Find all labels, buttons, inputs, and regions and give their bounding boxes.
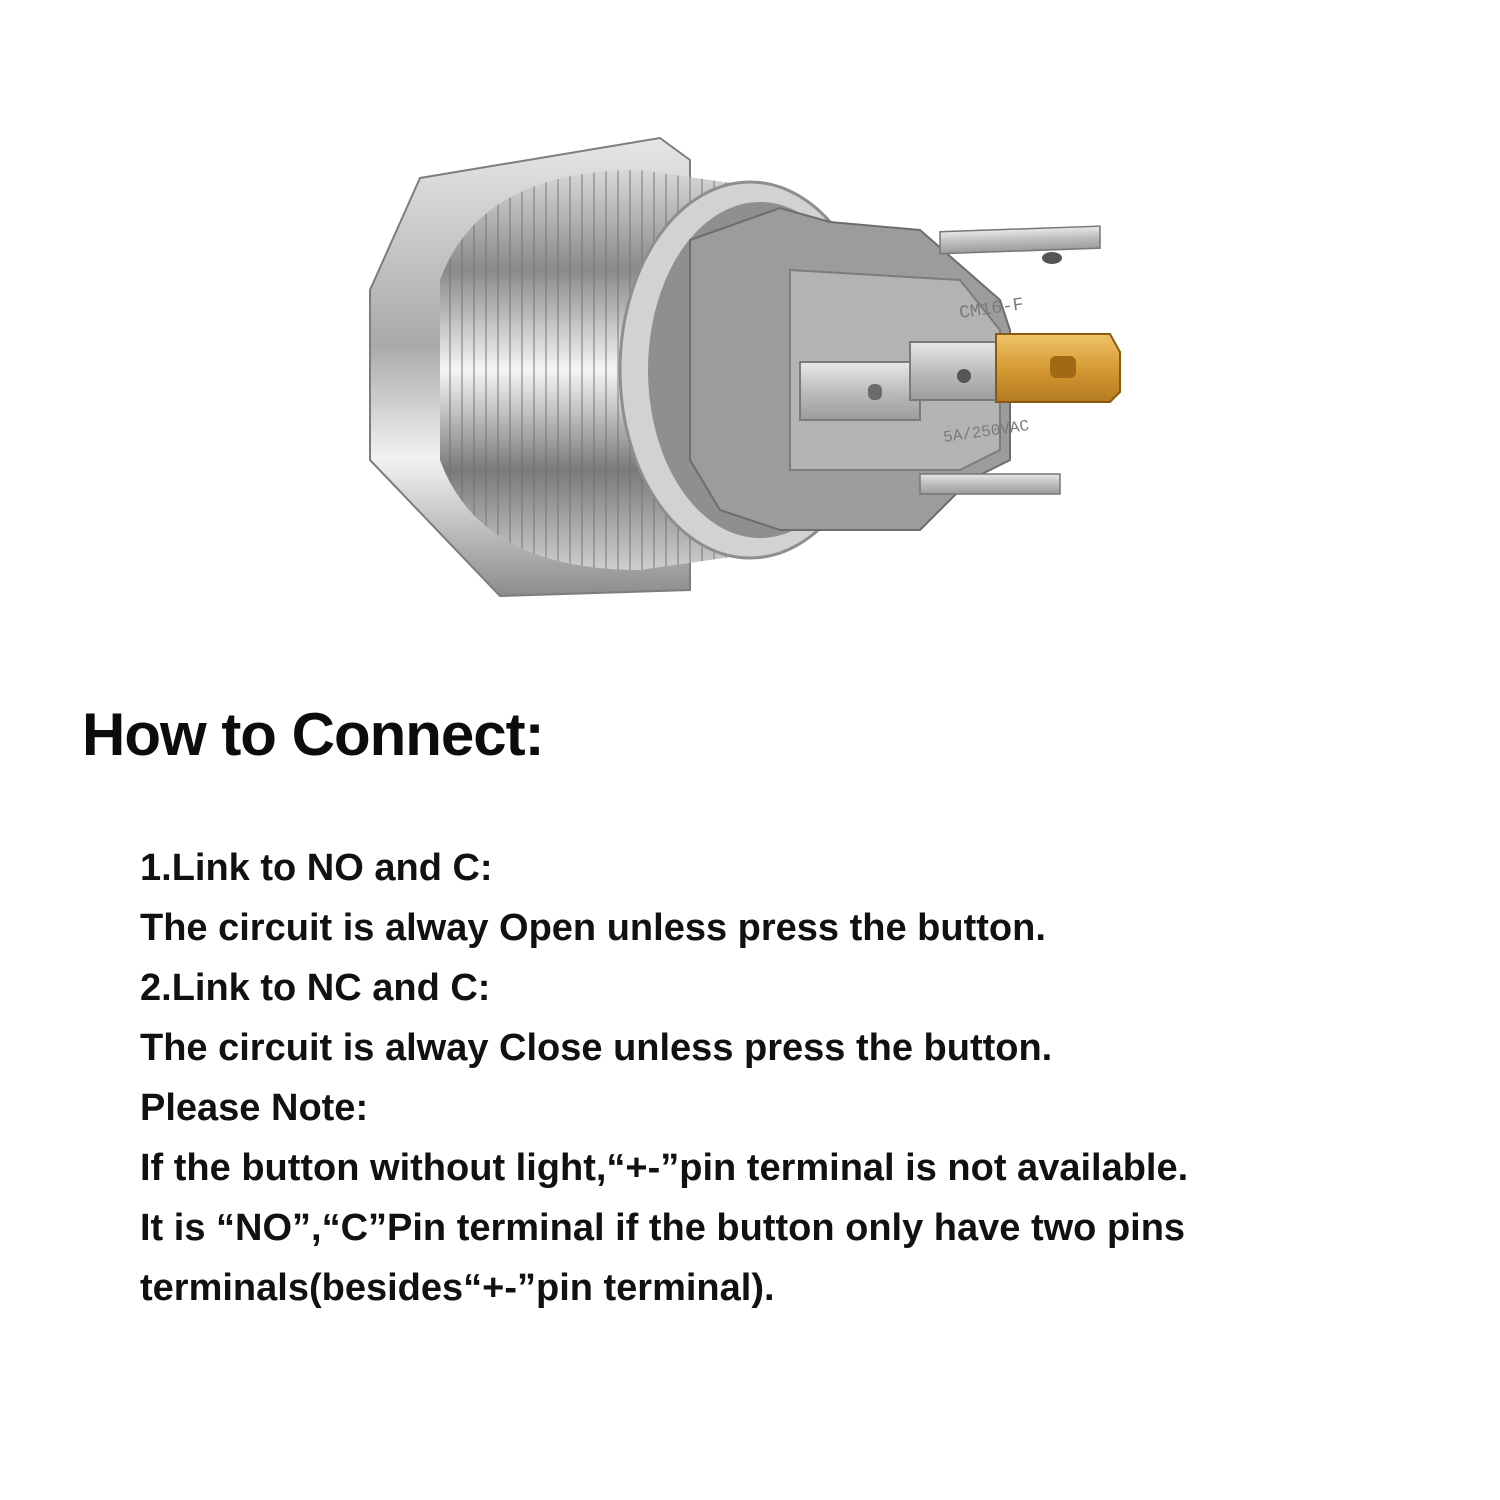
instruction-line: The circuit is alway Close unless press the button. bbox=[140, 1027, 1053, 1069]
svg-text:5A/250VAC: 5A/250VAC bbox=[942, 417, 1031, 447]
instruction-line: If the button without light,“+-”pin terminal is not available. bbox=[140, 1147, 1189, 1189]
note-label: Please Note: bbox=[140, 1087, 369, 1129]
instruction-line: It is “NO”,“C”Pin terminal if the button only have two pins bbox=[140, 1207, 1186, 1249]
svg-text:CM16-F: CM16-F bbox=[958, 295, 1026, 324]
instruction-line: The circuit is alway Open unless press the button. bbox=[140, 907, 1046, 949]
push-button-switch-image bbox=[360, 130, 1140, 610]
instructions-block bbox=[140, 838, 1460, 1318]
instruction-line: terminals(besides“+-”pin terminal). bbox=[140, 1267, 775, 1309]
instruction-line: 2.Link to NC and C: bbox=[140, 967, 491, 1009]
section-heading: How to Connect: bbox=[82, 701, 544, 768]
instruction-line: 1.Link to NO and C: bbox=[140, 847, 493, 889]
